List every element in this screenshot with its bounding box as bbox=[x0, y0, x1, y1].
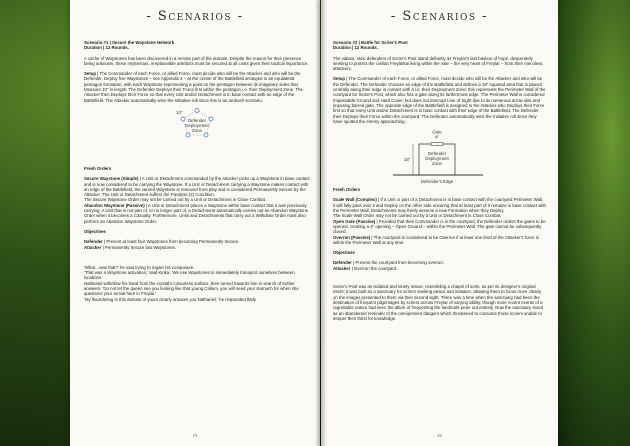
intro-text: A cache of Waystones has been discovered in a remote part of the domain. Despite the reason for their presence being unknown, these mysterious, irreplaceable artefacts must be secured at all costs given their tactical importance. bbox=[84, 55, 309, 66]
scenario-heading: Scenario #2 | Battle for Scrier's Post bbox=[333, 40, 408, 45]
pentagon-diagram-svg bbox=[84, 108, 310, 166]
courtyard-diagram-svg bbox=[333, 129, 546, 187]
page-number: 15 bbox=[192, 433, 198, 438]
scale-wall-order: Scale Wall (Complex) | If a Unit or part of a Detachment is in base contact with the courtyard Perimeter Wall, it will fully pass over it and Deploy on the other side ensuring that at least part of it remains in base contact with the Perimeter Wall. Detachments may freely assume a new Formation when they Deploy. The Scale Wall Order may not be carried out by a Unit or Detachment in Close Combat. Open Gate (Passive) | Provided that their Commander is in the courtyard, the Defender orders the gates to be opened, creating a 4" opening – Open Ground – within the Perimeter Wall. The gate cannot be subsequently closed. Overrun (Passive) | The courtyard is considered to be Overrun if at least one third of the Attacker's force is within the Perimeter Wall at any time. bbox=[333, 197, 546, 245]
fresh-orders-heading: Fresh Orders bbox=[84, 165, 112, 171]
fresh-orders-heading: Fresh Orders bbox=[333, 187, 361, 193]
right-page-body bbox=[333, 40, 546, 326]
zone-label-line-1: Defender bbox=[427, 151, 447, 157]
scenario-heading: Scenario #1 | Secure the Waystone Network bbox=[84, 40, 175, 45]
lore-text: Scrier's Post was an isolated and lonely manor, resembling a chapel of sorts, as per its designer's original intent; it was built as a sanctuary for scriers seeking peace and isolation, allowing them to focus more clearly on the images presented to them via their second sight. There was a time when the sanctuary had been the destination of frequent pilgrimages by scriers across Freylar of varying ability, though more recent events of a regrettable nature had seen the allure of frequenting the landmark peter out entirely. Now the sanctuary stood as an abandoned reminder of the omnipresent dangers which threatened to consume those scriers unable to temper their thirst for knowledge. bbox=[333, 284, 543, 321]
objective-attacker: Attacker | Overrun the courtyard. bbox=[333, 265, 398, 271]
objective-defender: Defender | Prevent at least four Waystones from becoming Permanently Secure. bbox=[84, 239, 240, 245]
pentagon-diagram bbox=[84, 108, 310, 166]
zone-label-line-1: Defender bbox=[187, 117, 207, 123]
page-title: - Scenarios - bbox=[146, 9, 244, 24]
gate-marker bbox=[431, 143, 443, 146]
waystone-marker bbox=[181, 117, 185, 121]
intro-text: The valiant, stoic defenders of Scrier's Post stand defiantly as Freylar's last bastion of hope, desperately seeking to protect the civilian Freylarkai living within the vale – the very heart of Freylar – from their merciless attackers. bbox=[333, 55, 543, 72]
objective-attacker: Attacker | Permanently Secure two Waystones. bbox=[84, 244, 176, 250]
page-number: 22 bbox=[437, 433, 442, 438]
waystone-marker bbox=[186, 133, 190, 137]
courtyard-diagram bbox=[333, 129, 546, 187]
measure-label: 10" bbox=[176, 109, 183, 115]
left-page bbox=[70, 0, 320, 446]
gate-size-label: 4" bbox=[434, 134, 440, 140]
zone-label-line-3: Zone bbox=[191, 127, 203, 133]
quote-line: Nathaniel withdrew his hand from the crystal's colourless surface, then turned towards him in search of further answers. 'Do not let the queen see you looking like that young Callum, you will need your stomach for when she questions your arrival here in Freylar.' bbox=[84, 280, 299, 297]
page-title: - Scenarios - bbox=[390, 9, 489, 24]
defender-edge-label: Defender's Edge bbox=[420, 179, 454, 185]
quote-line: 'My floundering in this domain of yours clearly amuses you Nathaniel.' he responded flatly. bbox=[84, 296, 257, 302]
quote-line: 'That was a Waystone activation,' said Kirika. 'We use Waystones to immediately transport ourselves between locations.' bbox=[84, 270, 295, 281]
side-measure-label: 18" bbox=[403, 157, 411, 163]
objectives-heading: Objectives bbox=[84, 228, 106, 234]
zone-label-line-2: Deployment bbox=[185, 122, 209, 128]
right-page bbox=[321, 0, 558, 446]
waystone-marker bbox=[209, 117, 213, 121]
objective-defender: Defender | Prevent the courtyard from becoming overrun. bbox=[333, 260, 444, 266]
quote-line: 'What…was that?' he said trying to regain his composure. bbox=[84, 264, 195, 270]
left-page-body bbox=[84, 40, 310, 302]
setup-paragraph: Setup | The Commander of each Force, or allied Force, must decide who will be the Attacker and who will be the Defender. The Defender chooses an edge of the Battlefield and defines a 18" squared area that is placed centrally along their edge in contact with it i.e. their Deployment Zone; this represents the Perimeter Wall of the courtyard for Scrier's Post, which also has a gate along its furthermost edge. The Perimeter Wall is considered Impassable Ground and Hard Cover, but does not interrupt Line of Sight due to its numerous arrow slits and imposing barred gate. The opposite edge of the Battlefield is assigned to the Attacker who Deploys their Force first so that every Unit and/or Detachment is in base contact with their edge of the Battlefield. The Defender then Deploys their Force within the courtyard. The Defender automatically wins the Initiative roll since they have spotted the enemy approaching. bbox=[333, 76, 546, 124]
waystone-marker bbox=[195, 108, 199, 112]
gate-label: Gate bbox=[432, 129, 442, 135]
duration: Duration | 12 Rounds. bbox=[84, 45, 129, 51]
zone-label-line-2: Deployment bbox=[425, 156, 449, 162]
duration: Duration | 12 Rounds. bbox=[333, 45, 378, 51]
zone-label-line-3: Zone bbox=[431, 161, 443, 167]
waystone-marker bbox=[204, 133, 208, 137]
objectives-heading: Objectives bbox=[333, 250, 355, 256]
setup-paragraph: Setup | The Commander of each Force, or allied Force, must decide who will be the Attacker and who will be the Defender. Deploy five Waystones – see Appendix 4 – at the centre of the Battlefield arranged in an equilateral pentagon formation, with each Waystone representing a point on the pentagon between its imaginary sides that Measure 10" in length. The Defender Deploys their Force first within the pentagon i.e. their Deployment Zone. The Attacker then Deploys their Force so that every Unit and/or Detachment is in base contact with an edge of the Battlefield. The Attacker automatically wins the Initiative roll since this is an ambush scenario. bbox=[84, 71, 303, 103]
secure-waystone-order: Secure Waystone (Simple) | A Unit or Detachment commanded by the Attacker picks up a Waystone in base contact and is now considered to be carrying the Waystone. If a Unit or Detachment carrying a Waystone makes contact with an edge of the Battlefield, the carried Waystone is removed from play and is considered Permanently Secure by the Attacker. The Unit or Detachment suffers the Paralyse (2) Condition. The Secure Waystone Order may not be carried out by a Unit or Detachment in Close Combat. Abandon Waystone (Passive) | A Unit or Detachment places a Waystone within base contact that it was previously carrying. A Unit that is not part of, or no longer part of, a Detachment automatically carries out an Abandon Waystone Order when it becomes a Casualty. Furthermore, Units and Detachments that carry out a Withdraw Order must also perform an Abandon Waystone Order. bbox=[84, 176, 310, 224]
